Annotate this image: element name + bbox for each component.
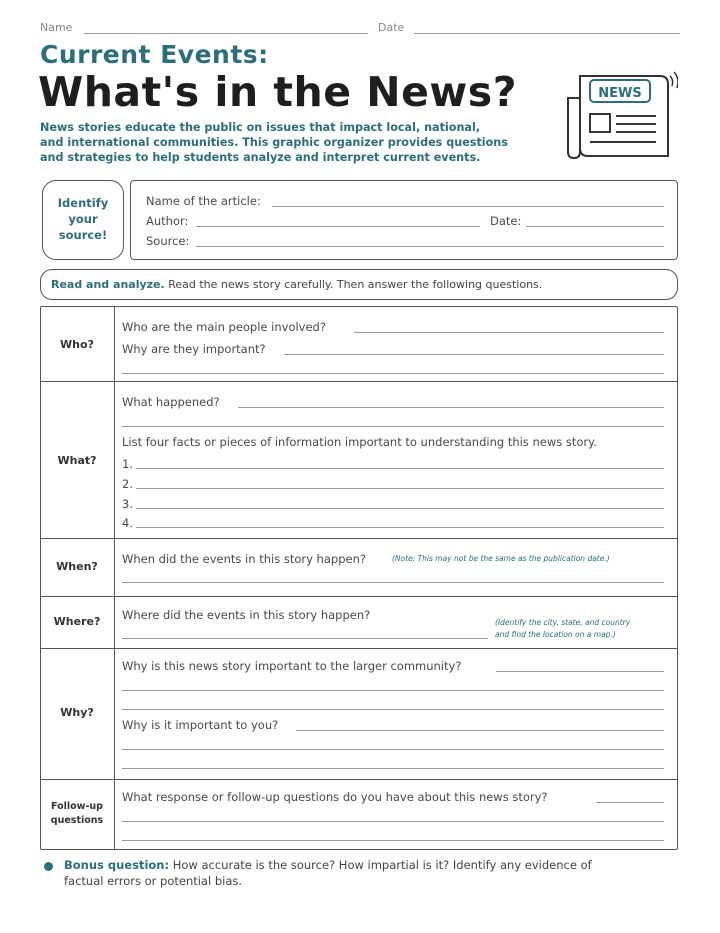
when-q1: When did the events in this story happen? [122, 552, 366, 566]
why-q1: Why is this news story important to the larger community? [122, 659, 462, 673]
follow-up-label-line: Follow-up [51, 801, 103, 812]
badge-line: your [68, 212, 98, 226]
read-analyze-text: Read the news story carefully. Then answer the following questions. [168, 278, 543, 291]
bonus-text-2: factual errors or potential bias. [64, 874, 243, 888]
fact-line-4[interactable] [136, 527, 664, 528]
where-note-1: (Identify the city, state, and country [495, 618, 631, 627]
source-date-line[interactable] [526, 226, 664, 227]
source-date-label: Date: [490, 214, 522, 228]
follow-up-q1: What response or follow-up questions do you have about this news story? [122, 790, 548, 804]
name-line[interactable] [84, 33, 368, 34]
row-separator [40, 596, 678, 597]
why-answer-line[interactable] [122, 768, 664, 769]
when-note: (Note: This may not be the same as the publication date.) [392, 554, 610, 563]
when-answer-line[interactable] [122, 582, 664, 583]
follow-up-answer-line[interactable] [122, 821, 664, 822]
bonus-bold: Bonus question: [64, 858, 170, 872]
fact-line-3[interactable] [136, 508, 664, 509]
read-analyze-bar [40, 269, 678, 300]
bonus-text-1: How accurate is the source? How impartial is it? Identify any evidence of [172, 858, 592, 872]
bonus-question [64, 857, 592, 889]
badge-line: Identify [57, 196, 109, 210]
article-name-label: Name of the article: [146, 194, 261, 208]
why-answer-line[interactable] [122, 749, 664, 750]
source-line[interactable] [196, 246, 664, 247]
intro-line: and strategies to help students analyze and interpret current events. [40, 151, 481, 164]
where-label: Where? [53, 615, 101, 628]
what-q1: What happened? [122, 395, 220, 409]
author-label: Author: [146, 214, 189, 228]
fact-line-1[interactable] [136, 468, 664, 469]
row-separator [40, 381, 678, 382]
source-box [130, 180, 678, 260]
row-separator [40, 538, 678, 539]
follow-up-answer-line[interactable] [122, 840, 664, 841]
date-line[interactable] [414, 33, 680, 34]
intro-line: and international communities. This graphic organizer provides questions [40, 136, 508, 149]
page-title: What's in the News? [38, 68, 517, 116]
name-label: Name [40, 21, 73, 34]
what-answer-line[interactable] [122, 426, 664, 427]
table-divider [114, 306, 115, 850]
newspaper-icon [560, 68, 678, 168]
who-answer-line[interactable] [284, 354, 664, 355]
what-answer-line[interactable] [238, 407, 664, 408]
date-label: Date [378, 21, 405, 34]
fact-number-2: 2. [122, 477, 133, 491]
who-answer-line[interactable] [122, 373, 664, 374]
where-q1: Where did the events in this story happen? [122, 608, 371, 622]
follow-up-label [40, 800, 114, 828]
fact-number-3: 3. [122, 497, 133, 511]
who-q1: Who are the main people involved? [122, 320, 326, 334]
why-answer-line[interactable] [122, 690, 664, 691]
why-answer-line[interactable] [122, 709, 664, 710]
fact-number-4: 4. [122, 516, 133, 530]
why-label: Why? [60, 706, 94, 719]
where-note-2: and find the location on a map.) [495, 630, 616, 639]
row-separator [40, 648, 678, 649]
bonus-bullet-icon [44, 862, 53, 871]
intro-text [40, 120, 508, 165]
title-top: Current Events: [40, 40, 269, 69]
intro-line: News stories educate the public on issues that impact local, national, [40, 121, 481, 134]
why-answer-line[interactable] [296, 730, 664, 731]
author-line[interactable] [196, 226, 480, 227]
follow-up-answer-line[interactable] [596, 802, 664, 803]
why-answer-line[interactable] [496, 671, 664, 672]
what-label: What? [57, 454, 97, 467]
news-icon-text: NEWS [598, 86, 642, 101]
when-label: When? [56, 560, 98, 573]
where-answer-line[interactable] [122, 638, 488, 639]
fact-number-1: 1. [122, 457, 133, 471]
who-q2: Why are they important? [122, 342, 266, 356]
article-name-line[interactable] [272, 206, 664, 207]
row-separator [40, 779, 678, 780]
why-q2: Why is it important to you? [122, 718, 279, 732]
identify-source-badge [42, 180, 124, 260]
source-label: Source: [146, 234, 190, 248]
read-analyze-bold: Read and analyze. [51, 278, 165, 291]
badge-line: source! [58, 228, 108, 242]
who-label: Who? [60, 338, 94, 351]
what-q2: List four facts or pieces of information important to understanding this news story. [122, 435, 597, 449]
fact-line-2[interactable] [136, 488, 664, 489]
who-answer-line[interactable] [354, 332, 664, 333]
follow-up-label-line: questions [50, 815, 104, 826]
